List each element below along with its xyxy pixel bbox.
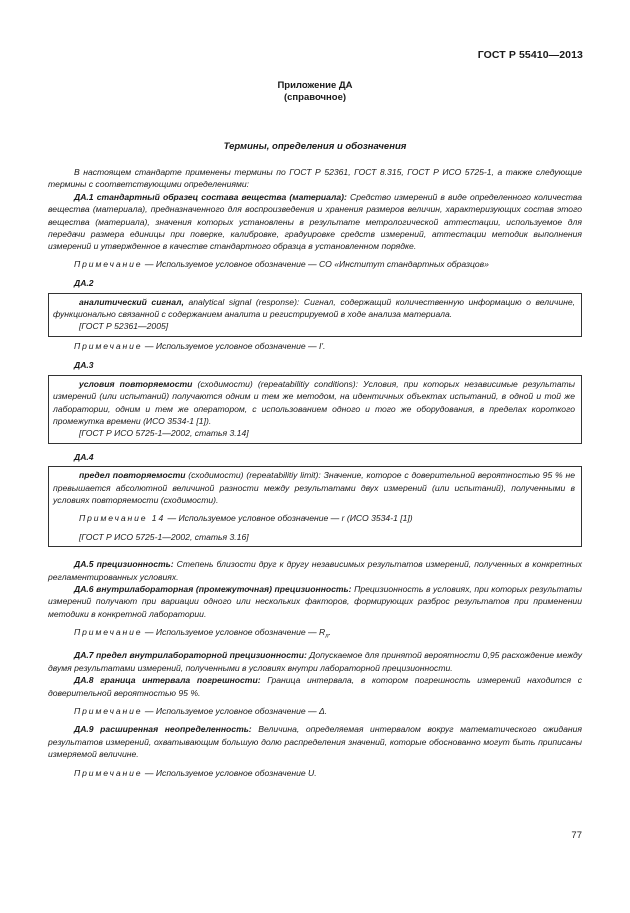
term-da3-title: условия повторяемости — [79, 378, 193, 389]
term-da3 — [53, 378, 575, 428]
term-da5-definition: Степень близости друг к другу независимых результатов измерений, полученных в конкретных регламентированных условиях. — [48, 559, 583, 582]
term-da3-source: [ГОСТ Р ИСО 5725-1—2002, статья 3.14] — [79, 428, 249, 439]
term-da4 — [53, 469, 575, 506]
term-da2-label: ДА.2 — [74, 278, 94, 289]
page-number: 77 — [571, 830, 582, 841]
term-da4-source: [ГОСТ Р ИСО 5725-1—2002, статья 3.16] — [79, 531, 249, 542]
term-da3-box — [48, 375, 582, 444]
term-da5 — [48, 558, 582, 583]
note-label: Примечание — [74, 627, 143, 638]
note-text: — Используемое условное обозначение — R — [142, 627, 326, 638]
term-da3-definition: (сходимости) (repeatabilitiy conditions): Условия, при которых независимые результаты измерений (или испытаний) получаются одним и тем же методом, на идентичных объектах испытаний, в одной и той же лаборатории, одним и тем же оператором, с использованием одного и того же оборудования, в пределах короткого промежутка времени (ИСО 3534-1 [1]). — [53, 378, 575, 426]
term-da1 — [48, 191, 582, 253]
term-da7-definition: Допускаемое для принятой вероятности 0,95 расхождение между двумя результатами измерений, полученными в условиях внутри лабораторной прецизионности. — [48, 650, 582, 673]
term-da2-definition: analytical signal (response): Сигнал, содержащий количественную информацию о величине, функционально связанной с содержанием аналита и регистрируемой в ходе анализа материала. — [53, 296, 575, 320]
note-da2 — [48, 340, 582, 352]
note-text: — Используемое условное обозначение — I'. — [142, 340, 326, 351]
note-da8 — [48, 705, 582, 717]
term-da1-title: ДА.1 стандартный образец состава вещества (материала): — [74, 191, 347, 202]
note-text: — Используемое условное обозначение — СО «Институт стандартных образцов» — [142, 258, 489, 269]
term-da4-label: ДА.4 — [74, 451, 94, 462]
term-da3-label: ДА.3 — [74, 360, 94, 371]
annex-subtitle: (справочное) — [283, 92, 347, 103]
term-da2-source: [ГОСТ Р 52361—2005] — [79, 321, 169, 332]
note-label: Примечание — [74, 767, 143, 778]
note-da1 — [48, 258, 582, 270]
note-da9 — [48, 767, 582, 779]
annex-heading — [0, 80, 630, 104]
term-da1-definition: Средство измерений в виде определенного количества вещества (материала), предназначенного для воспроизведения и хранения размеров величин, характеризующих состав этого вещества (материала), значения которых установлены в результате метрологической аттестации, используемое для передачи размера единицы при поверке, калибровке, градуировке средств измерений, аттестации методик выполнения измерений и утвержденное в качестве стандартного образца в установленном порядке. — [48, 191, 582, 252]
note-da6 — [48, 626, 582, 643]
term-da7 — [48, 649, 582, 674]
term-da6 — [48, 583, 582, 620]
term-da8-title: ДА.8 граница интервала погрешности: — [74, 675, 261, 686]
term-da9 — [48, 723, 582, 760]
note-label: Примечание — [74, 705, 143, 716]
term-da8 — [48, 674, 582, 699]
note-label: Примечание 14 — [79, 513, 166, 524]
term-da4-box — [48, 466, 582, 547]
term-da6-title: ДА.6 внутрилабораторная (промежуточная) прецизионность: — [74, 583, 352, 594]
note-text: — Используемое условное обозначение — Δ. — [142, 705, 328, 716]
term-da2-title: аналитический сигнал, — [79, 296, 184, 307]
intro-paragraph: В настоящем стандарте применены термины по ГОСТ Р 52361, ГОСТ 8.315, ГОСТ Р ИСО 5725-1, а также следующие термины с соответствующими определениями: — [48, 167, 582, 190]
term-da9-title: ДА.9 расширенная неопределенность: — [74, 724, 252, 735]
term-da9-definition: Величина, определяемая интервалом вокруг математического ожидания результатов измерений, охватывающим большую долю распределения значений, которые обоснованно могут быть приписаны измеряемой величине. — [48, 724, 582, 760]
term-da6-definition: Прецизионность в условиях, при которых результаты измерений получают при вариации одного или нескольких факторов, формирующих разброс результатов при применении методики в конкретной лаборатории. — [48, 583, 582, 619]
term-da4-definition: (сходимости) (repeatabilitiy limit): Значение, которое с доверительной вероятностью 95 % не превышается абсолютной величиной разности между результатами двух измерений (или испытаний), полученными в условиях повторяемости (сходимости). — [53, 470, 575, 505]
term-da4-title: предел повторяемости — [79, 470, 186, 481]
term-da2 — [53, 296, 575, 321]
terms-content — [48, 166, 582, 779]
note-da4 — [53, 512, 575, 524]
term-da8-definition: Граница интервала, в котором погрешность измерений находится с доверительной вероятностью 95 %. — [48, 675, 582, 698]
standard-code-header: ГОСТ Р 55410—2013 — [477, 49, 583, 61]
term-da2-box — [48, 293, 582, 337]
note-text: — Используемое условное обозначение U. — [142, 767, 317, 778]
note-text: — Используемое условное обозначение — r (ИСО 3534-1 [1]) — [165, 513, 413, 524]
term-da5-title: ДА.5 прецизионность: — [74, 559, 174, 570]
term-da7-title: ДА.7 предел внутрилабораторной прецизионности: — [74, 650, 307, 661]
section-title: Термины, определения и обозначения — [223, 141, 407, 152]
annex-title: Приложение ДА — [277, 80, 353, 91]
note-subscript: л — [325, 633, 329, 640]
note-label: Примечание — [74, 340, 143, 351]
note-end: . — [328, 627, 332, 638]
note-label: Примечание — [74, 258, 143, 269]
